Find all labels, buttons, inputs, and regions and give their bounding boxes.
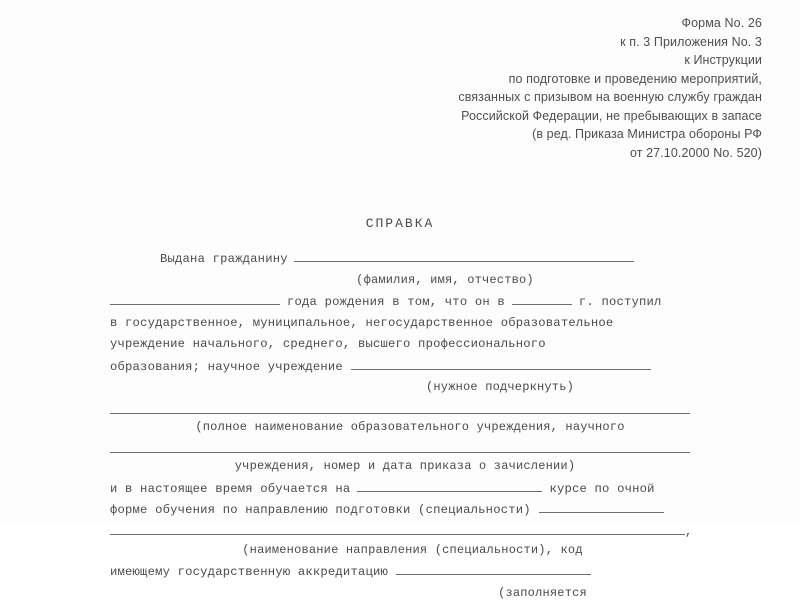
caption-direction: (наименование направления (специальности), код xyxy=(242,543,582,557)
specialty-comma: , xyxy=(685,525,692,539)
row-study-form xyxy=(110,499,690,521)
form-header xyxy=(282,14,762,162)
caption-filled-wrap xyxy=(110,583,690,604)
label-org-type-2: учреждение начального, среднего, высшего профессионального xyxy=(110,337,546,351)
caption-underline: (нужное подчеркнуть) xyxy=(426,380,574,394)
row-issued-to xyxy=(110,248,690,270)
field-fullname-line-2[interactable] xyxy=(110,438,690,453)
field-specialty[interactable] xyxy=(539,499,664,513)
row-org-type-3 xyxy=(110,356,690,378)
row-accreditation xyxy=(110,561,690,583)
field-admission-year[interactable] xyxy=(512,291,572,305)
header-line-8: от 27.10.2000 No. 520) xyxy=(282,144,762,163)
label-current-pre: и в настоящее время обучается на xyxy=(110,482,350,496)
caption-fullname-1: (полное наименование образовательного учреждения, научного xyxy=(195,420,624,434)
header-line-6: Российской Федерации, не пребывающих в запасе xyxy=(282,107,762,126)
field-fullname-line-1[interactable] xyxy=(110,399,690,414)
caption-fio-wrap xyxy=(110,270,690,292)
caption-filled: (заполняется xyxy=(498,586,587,600)
row-birth-year xyxy=(110,291,690,313)
label-admitted: г. поступил xyxy=(579,295,662,309)
label-current-post: курсе по очной xyxy=(549,482,654,496)
label-study-form: форме обучения по направлению подготовки (специальности) xyxy=(110,503,531,517)
row-org-type-1 xyxy=(110,313,690,335)
caption-fio: (фамилия, имя, отчество) xyxy=(356,273,534,287)
header-line-3: к Инструкции xyxy=(282,51,762,70)
document-title: СПРАВКА xyxy=(0,216,800,231)
field-fio[interactable] xyxy=(294,248,634,262)
header-line-2: к п. 3 Приложения No. 3 xyxy=(282,33,762,52)
row-specialty-rule xyxy=(110,521,690,540)
field-scientific-institution[interactable] xyxy=(351,356,651,370)
header-line-7: (в ред. Приказа Министра обороны РФ xyxy=(282,125,762,144)
caption-fullname-2: учреждения, номер и дата приказа о зачислении) xyxy=(235,459,575,473)
row-org-type-2 xyxy=(110,334,690,356)
label-org-type-3: образования; научное учреждение xyxy=(110,360,343,374)
field-birth-year[interactable] xyxy=(110,291,280,305)
label-birth: года рождения в том, что он в xyxy=(287,295,505,309)
header-line-1: Форма No. 26 xyxy=(282,14,762,33)
label-org-type-1: в государственное, муниципальное, негосударственное образовательное xyxy=(110,316,613,330)
caption-fullname-1-wrap xyxy=(110,417,690,439)
caption-underline-wrap xyxy=(110,377,690,399)
caption-direction-wrap xyxy=(110,540,690,562)
document-body xyxy=(110,248,690,604)
field-accreditation[interactable] xyxy=(396,561,591,575)
row-current-course xyxy=(110,478,690,500)
field-specialty-line[interactable] xyxy=(110,521,685,535)
header-line-5: связанных с призывом на военную службу граждан xyxy=(282,88,762,107)
header-line-4: по подготовке и проведению мероприятий, xyxy=(282,70,762,89)
caption-fullname-2-wrap xyxy=(110,456,690,478)
label-issued-to: Выдана гражданину xyxy=(160,252,288,266)
label-accreditation: имеющему государственную аккредитацию xyxy=(110,565,388,579)
field-course-number[interactable] xyxy=(357,478,542,492)
